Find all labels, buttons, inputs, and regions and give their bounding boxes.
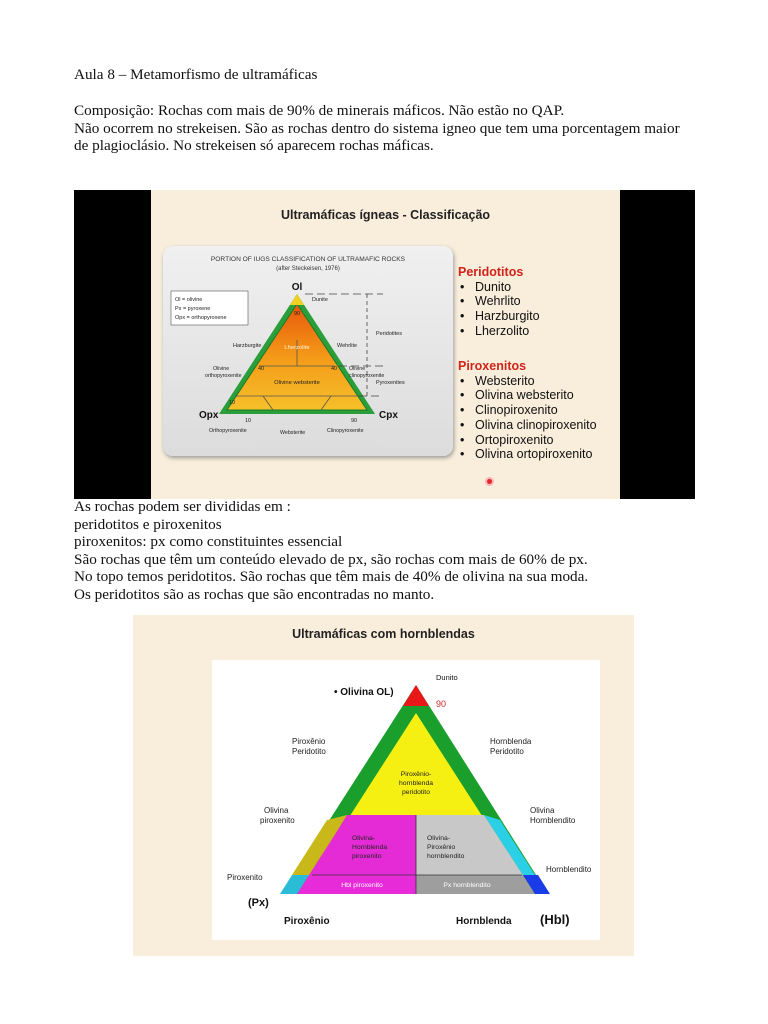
document-title: Aula 8 – Metamorfismo de ultramáficas bbox=[74, 66, 318, 83]
list-item: • Harzburgito bbox=[458, 309, 540, 324]
label-10-left: 10 bbox=[229, 400, 236, 406]
label-piroxenito: Piroxenito bbox=[227, 873, 263, 882]
label-hornblendito: Hornblendito bbox=[546, 865, 592, 874]
composition-paragraph bbox=[74, 102, 680, 155]
slide-title: Ultramáficas ígneas - Classificação bbox=[280, 208, 491, 222]
dunite-field bbox=[290, 294, 304, 305]
ultramafic-classification-slide bbox=[74, 190, 695, 499]
label-ol-hbl-pirox-2: Hornblenda bbox=[352, 844, 388, 851]
label-ol-pirox-hbl-1: Olivina- bbox=[427, 835, 451, 842]
label-olivine-websterite: Olivine websterite bbox=[274, 380, 320, 386]
label-olivina-piroxenito-1: Olivina bbox=[264, 806, 289, 815]
iugs-ternary-diagram bbox=[163, 246, 453, 456]
rock-division-paragraph bbox=[74, 498, 588, 603]
label-px: (Px) bbox=[248, 897, 269, 909]
label-hornblenda-peridotito-1: Hornblenda bbox=[490, 737, 532, 746]
label-center-2: hornblenda bbox=[398, 780, 434, 787]
slide-title: Ultramáficas com hornblendas bbox=[292, 627, 475, 641]
label-olivina-hornblendito-2: Hornblendito bbox=[530, 816, 576, 825]
label-dunite: Dunite bbox=[312, 297, 328, 303]
label-hbl-piroxenito: Hbl piroxenito bbox=[341, 882, 383, 889]
text-line: piroxenitos: px como constituintes essencial bbox=[74, 533, 343, 550]
peridotitos-list bbox=[458, 265, 540, 339]
text-line: de plagioclásio. No strekeisen só aparecem rochas máficas. bbox=[74, 137, 434, 154]
label-piroxenio-peridotito-1: Piroxênio bbox=[292, 737, 326, 746]
text-line: peridotitos e piroxenitos bbox=[74, 515, 222, 533]
label-90: 90 bbox=[293, 311, 301, 317]
label-olivina-ol-text: Olivina OL) bbox=[340, 687, 394, 698]
apex-cpx: Cpx bbox=[379, 410, 398, 421]
label-ol-hbl-pirox-3: piroxenito bbox=[352, 853, 382, 860]
label-websterite: Websterite bbox=[280, 430, 306, 436]
label-10-bottom: 10 bbox=[245, 418, 252, 424]
piroxenitos-header: Piroxenitos bbox=[458, 359, 527, 373]
legend-px: Px = pyroxene bbox=[175, 306, 211, 312]
label-peridotites: Peridotites bbox=[376, 331, 402, 337]
list-item: • Clinopiroxenito bbox=[458, 403, 597, 418]
label-90-bottom: 90 bbox=[351, 418, 358, 424]
list-item: • Dunito bbox=[458, 280, 540, 295]
hornblende-diagram-panel bbox=[212, 660, 600, 940]
label-center-3: peridotito bbox=[402, 789, 430, 796]
text-line: São rochas que têm um conteúdo elevado de px, são rochas com mais de 60% de px. bbox=[74, 550, 588, 568]
label-ol-pirox-hbl-3: hornblendito bbox=[427, 853, 465, 860]
text-line: Não ocorrem no strekeisen. São as rochas dentro do sistema igneo que tem uma porcentagem maior bbox=[74, 119, 680, 137]
label-olivine-orthopyroxenite-2: orthopyroxenite bbox=[205, 373, 242, 379]
label-ol-pirox-hbl-2: Piroxênio bbox=[427, 844, 456, 851]
list-item: • Wehrlito bbox=[458, 294, 540, 309]
list-item: • Olivina websterito bbox=[458, 388, 597, 403]
panel-title: PORTION OF IUGS CLASSIFICATION OF ULTRAMAFIC ROCKS bbox=[210, 256, 406, 263]
label-40-right: 40 bbox=[331, 366, 338, 372]
piroxenitos-list bbox=[458, 359, 597, 462]
list-item: • Websterito bbox=[458, 374, 597, 389]
label-ol-hbl-pirox-1: Olivina- bbox=[352, 835, 376, 842]
panel-subtitle: (after Steckeisen, 1976) bbox=[276, 266, 340, 272]
label-harzburgite: Harzburgite bbox=[233, 343, 262, 349]
label-olivine-clinopyroxenite-2: clinopyroxenite bbox=[349, 373, 385, 379]
legend-opx: Opx = orthopyroxene bbox=[175, 315, 227, 321]
label-olivina-ol bbox=[334, 687, 394, 698]
bullet-dot-icon: • bbox=[334, 687, 341, 698]
label-lherzolite: Lherzolite bbox=[284, 345, 310, 351]
label-dunito: Dunito bbox=[436, 673, 458, 682]
text-line: Composição: Rochas com mais de 90% de minerais máficos. Não estão no QAP. bbox=[74, 102, 565, 119]
text-line: No topo temos peridotitos. São rochas que têm mais de 40% de olivina na sua moda. bbox=[74, 568, 589, 585]
apex-ol: Ol bbox=[291, 282, 303, 293]
text-line: Os peridotitos são as rochas que são encontradas no manto. bbox=[74, 585, 435, 603]
label-hbl: (Hbl) bbox=[540, 912, 570, 927]
label-wehrlite: Wehrlite bbox=[337, 343, 358, 349]
label-hornblenda-peridotito-2: Peridotito bbox=[490, 747, 524, 756]
label-40-left: 40 bbox=[258, 366, 265, 372]
text-line: As rochas podem ser divididas em : bbox=[74, 498, 291, 515]
label-90: 90 bbox=[436, 699, 447, 709]
label-hornblenda: Hornblenda bbox=[456, 916, 512, 927]
list-item: • Olivina clinopiroxenito bbox=[458, 418, 597, 433]
pointer-dot-icon bbox=[487, 479, 492, 484]
list-item: • Olivina ortopiroxenito bbox=[458, 447, 597, 462]
label-olivine-orthopyroxenite-1: Olivine bbox=[213, 366, 230, 372]
label-olivina-piroxenito-2: piroxenito bbox=[260, 816, 295, 825]
slide-background bbox=[151, 190, 620, 499]
label-olivine-clinopyroxenite-1: Olivine bbox=[349, 366, 366, 372]
peridotitos-header: Peridotitos bbox=[458, 265, 524, 279]
label-clinopyroxenite: Clinopyroxenite bbox=[327, 428, 364, 434]
label-olivina-hornblendito-1: Olivina bbox=[530, 806, 555, 815]
list-item: • Lherzolito bbox=[458, 324, 540, 339]
label-center-1: Piroxênio- bbox=[400, 771, 432, 778]
label-pyroxenites: Pyroxenites bbox=[376, 380, 405, 386]
iugs-diagram-panel bbox=[163, 246, 453, 456]
hornblende-ternary-diagram bbox=[212, 660, 600, 940]
label-orthopyroxenite: Orthopyroxenite bbox=[209, 428, 247, 434]
legend-ol: Ol = olivine bbox=[175, 297, 203, 303]
label-piroxenio-peridotito-2: Peridotito bbox=[292, 747, 326, 756]
hornblende-ultramafic-slide bbox=[133, 615, 634, 956]
dunito-field bbox=[403, 685, 429, 706]
label-px-hornblendito: Px hornblendito bbox=[443, 882, 491, 889]
list-item: • Ortopiroxenito bbox=[458, 433, 597, 448]
apex-opx: Opx bbox=[199, 410, 219, 421]
label-piroxenio: Piroxênio bbox=[284, 916, 330, 927]
